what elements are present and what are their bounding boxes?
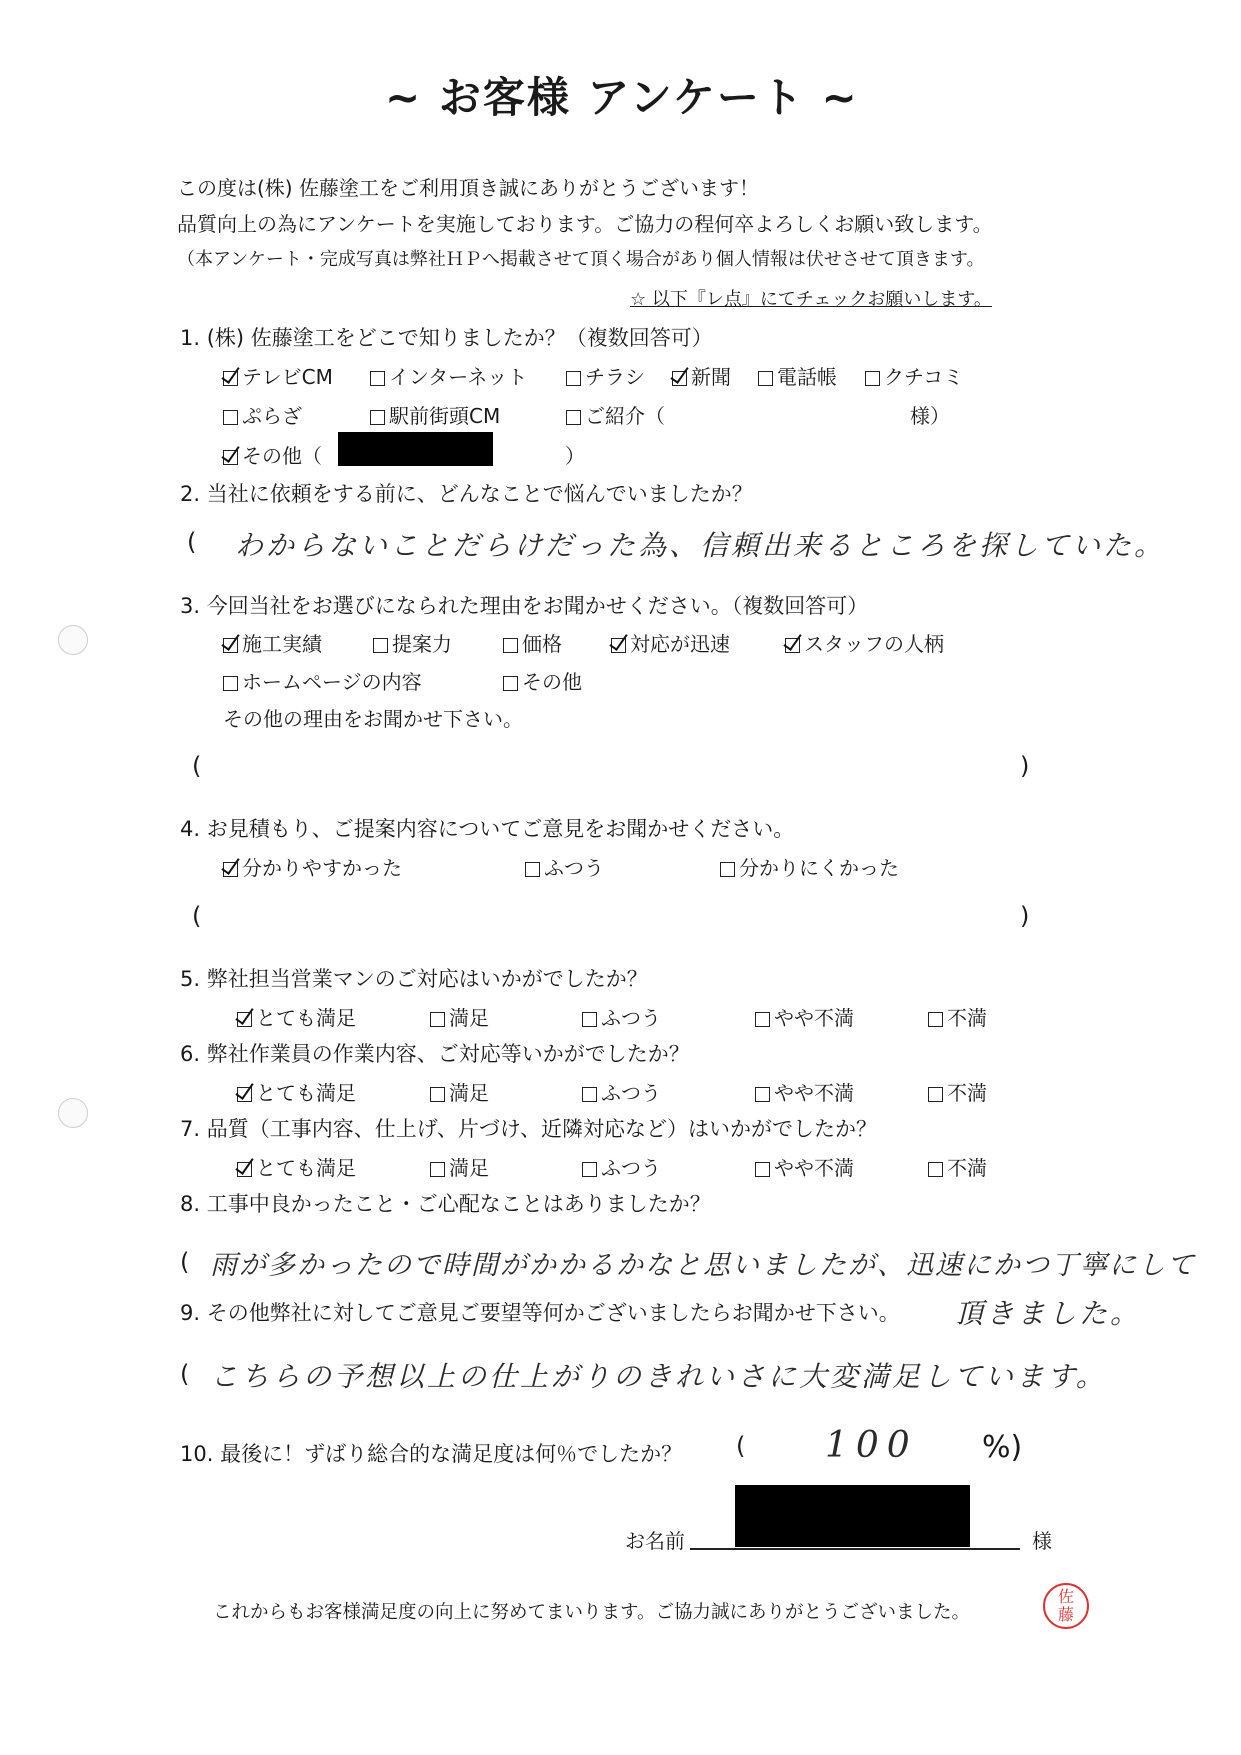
q7-question: 7. 品質（工事内容、仕上げ、片づけ、近隣対応など）はいかがでしたか？ (180, 1117, 878, 1141)
q5-option-very-satisfied[interactable]: とても満足 (237, 1002, 356, 1031)
checkbox-checked[interactable] (237, 1012, 252, 1027)
q2-question: 2. 当社に依頼をする前に、どんなことで悩んでいましたか？ (180, 482, 753, 506)
q5-option-normal[interactable]: ふつう (582, 1002, 661, 1031)
intro-line-1: この度は(株) 佐藤塗工をご利用頂き誠にありがとうございます！ (177, 176, 759, 200)
q4-option-hard[interactable]: 分かりにくかった (720, 852, 899, 881)
q7-option-very-satisfied[interactable]: とても満足 (237, 1152, 356, 1181)
q5-option-somewhat-dissatisfied[interactable]: やや不満 (755, 1002, 854, 1031)
seal-stamp: 佐 藤 (1043, 1583, 1089, 1629)
q10-paren-open: ( (736, 1432, 746, 1460)
q6-question: 6. 弊社作業員の作業内容、ご対応等いかがでしたか？ (180, 1042, 690, 1066)
redacted-block (338, 432, 493, 466)
checkbox[interactable] (865, 371, 880, 386)
checkbox[interactable] (223, 410, 238, 425)
q6-option-somewhat-dissatisfied[interactable]: やや不満 (755, 1077, 854, 1106)
q4-paren-close: ) (1020, 902, 1030, 930)
checkbox[interactable] (755, 1012, 770, 1027)
q6-option-satisfied[interactable]: 満足 (430, 1077, 489, 1106)
checkbox[interactable] (223, 676, 238, 691)
checkbox-checked[interactable] (672, 371, 687, 386)
checkbox-checked[interactable] (611, 638, 626, 653)
q6-option-normal[interactable]: ふつう (582, 1077, 661, 1106)
q7-option-somewhat-dissatisfied[interactable]: やや不満 (755, 1152, 854, 1181)
q2-handwritten-answer: わからないことだらけだった為、信頼出来るところを探していた。 (235, 529, 1166, 562)
q1-other-close: ） (565, 444, 585, 468)
closing-message: これからもお客様満足度の向上に努めてまいります。ご協力誠にありがとうございました。 (213, 1602, 971, 1623)
q3-question: 3. 今回当社をお選びになられた理由をお聞かせください。（複数回答可） (180, 594, 869, 618)
q4-question: 4. お見積もり、ご提案内容についてご意見をお聞かせください。 (180, 817, 795, 841)
checkbox[interactable] (582, 1012, 597, 1027)
q3-paren-close: ) (1020, 752, 1030, 780)
q3-other-prompt: その他の理由をお聞かせ下さい。 (223, 707, 523, 731)
q6-option-very-satisfied[interactable]: とても満足 (237, 1077, 356, 1106)
checkbox[interactable] (720, 862, 735, 877)
q8-question: 8. 工事中良かったこと・ご心配なことはありましたか？ (180, 1192, 711, 1216)
q3-paren-open: ( (192, 752, 202, 780)
q3-option-other[interactable]: その他 (503, 666, 582, 695)
checkbox[interactable] (566, 410, 581, 425)
checkbox[interactable] (525, 862, 540, 877)
checkbox[interactable] (758, 371, 773, 386)
punch-hole-top (58, 625, 88, 655)
checkbox[interactable] (755, 1087, 770, 1102)
q7-option-satisfied[interactable]: 満足 (430, 1152, 489, 1181)
intro-line-2: 品質向上の為にアンケートを実施しております。ご協力の程何卒よろしくお願い致します。 (177, 212, 993, 236)
q1-option-phonebook[interactable]: 電話帳 (758, 361, 837, 390)
checkbox-checked[interactable] (237, 1162, 252, 1177)
checkbox[interactable] (582, 1087, 597, 1102)
q5-option-satisfied[interactable]: 満足 (430, 1002, 489, 1031)
q10-percent: %) (982, 1430, 1023, 1465)
checkbox[interactable] (928, 1162, 943, 1177)
punch-hole-bottom (58, 1098, 88, 1128)
q1-option-internet[interactable]: インターネット (370, 361, 527, 390)
q9-question: 9. その他弊社に対してご意見ご要望等何かございましたらお聞かせ下さい。 (180, 1301, 900, 1325)
q1-option-tv-cm[interactable]: テレビCM (223, 361, 333, 390)
check-instruction: ☆ 以下『レ点』にてチェックお願いします。 (630, 289, 992, 310)
checkbox-checked[interactable] (223, 371, 238, 386)
intro-line-3: （本アンケート・完成写真は弊社ＨＰへ掲載させて頂く場合があり個人情報は伏せさせて頂きます。 (177, 249, 985, 270)
q1-option-referral[interactable]: ご紹介（ (566, 400, 665, 429)
q3-option-staff[interactable]: スタッフの人柄 (785, 628, 944, 657)
q3-option-proposal[interactable]: 提案力 (373, 628, 452, 657)
q3-option-homepage[interactable]: ホームページの内容 (223, 666, 422, 695)
q4-option-easy[interactable]: 分かりやすかった (223, 852, 402, 881)
q3-option-track-record[interactable]: 施工実績 (223, 628, 322, 657)
signature-suffix: 様 (1032, 1529, 1052, 1553)
checkbox[interactable] (566, 371, 581, 386)
q1-option-plaza[interactable]: ぷらざ (223, 400, 302, 429)
q2-paren-open: ( (187, 528, 197, 556)
q8-paren-open: ( (180, 1248, 190, 1276)
checkbox[interactable] (430, 1087, 445, 1102)
q4-paren-open: ( (192, 902, 202, 930)
redacted-name (735, 1485, 970, 1547)
checkbox[interactable] (430, 1162, 445, 1177)
q6-option-dissatisfied[interactable]: 不満 (928, 1077, 987, 1106)
q1-option-flyer[interactable]: チラシ (566, 361, 645, 390)
survey-title: ~ お客様 アンケート ~ (385, 73, 859, 122)
q9-handwritten-answer: こちらの予想以上の仕上がりのきれいさに大変満足しています。 (210, 1360, 1107, 1393)
checkbox[interactable] (928, 1087, 943, 1102)
q8-handwritten-answer-line2: 頂きました。 (955, 1297, 1142, 1330)
q1-question: 1. (株) 佐藤塗工をどこで知りましたか？（複数回答可） (180, 326, 713, 350)
checkbox-checked[interactable] (223, 450, 238, 465)
q3-option-quick-response[interactable]: 対応が迅速 (611, 628, 730, 657)
q1-referral-suffix: 様） (910, 404, 950, 428)
checkbox[interactable] (503, 638, 518, 653)
checkbox-checked[interactable] (223, 862, 238, 877)
checkbox[interactable] (928, 1012, 943, 1027)
q3-option-price[interactable]: 価格 (503, 628, 562, 657)
q7-option-normal[interactable]: ふつう (582, 1152, 661, 1181)
q1-option-newspaper[interactable]: 新聞 (672, 361, 731, 390)
q4-option-normal[interactable]: ふつう (525, 852, 604, 881)
signature-label: お名前 (625, 1529, 685, 1553)
checkbox-checked[interactable] (237, 1087, 252, 1102)
checkbox[interactable] (370, 371, 385, 386)
checkbox[interactable] (503, 676, 518, 691)
signature-line (690, 1548, 1020, 1550)
q9-paren-open: ( (180, 1360, 190, 1388)
checkbox-checked[interactable] (223, 638, 238, 653)
checkbox[interactable] (430, 1012, 445, 1027)
q7-option-dissatisfied[interactable]: 不満 (928, 1152, 987, 1181)
checkbox[interactable] (582, 1162, 597, 1177)
q1-option-station-cm[interactable]: 駅前街頭CM (370, 400, 500, 429)
q1-option-word-of-mouth[interactable]: クチコミ (865, 361, 963, 390)
q5-question: 5. 弊社担当営業マンのご対応はいかがでしたか？ (180, 967, 648, 991)
checkbox[interactable] (370, 410, 385, 425)
q5-option-dissatisfied[interactable]: 不満 (928, 1002, 987, 1031)
checkbox-checked[interactable] (785, 638, 800, 653)
q8-handwritten-answer-line1: 雨が多かったので時間がかかるかなと思いましたが、迅速にかつ丁寧にして (210, 1250, 1196, 1281)
q10-satisfaction-value: 100 (825, 1425, 918, 1466)
checkbox[interactable] (755, 1162, 770, 1177)
q10-question: 10. 最後に！ずばり総合的な満足度は何％でしたか？ (180, 1442, 683, 1466)
q1-option-other[interactable]: その他（ (223, 440, 322, 469)
checkbox[interactable] (373, 638, 388, 653)
